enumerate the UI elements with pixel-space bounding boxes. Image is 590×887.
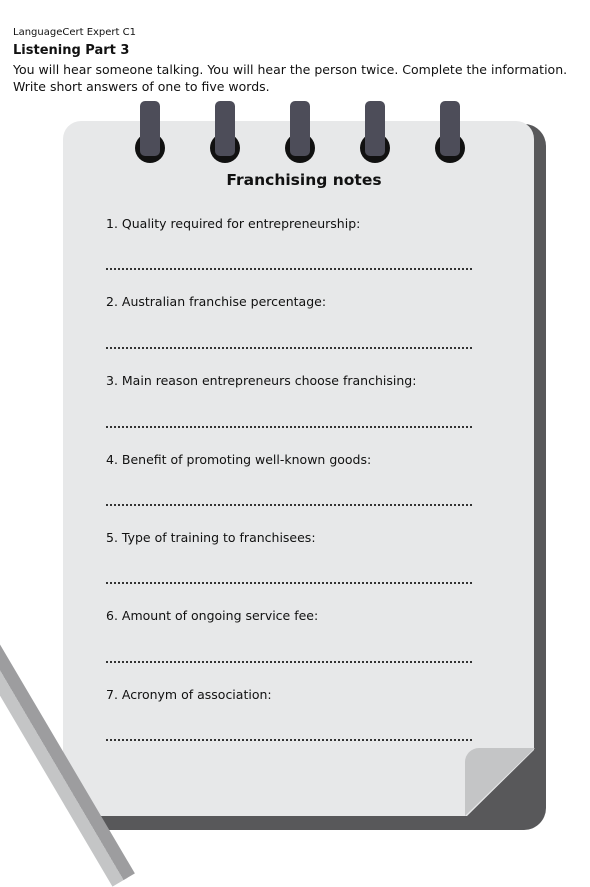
question-3: 3. Main reason entrepreneurs choose franchising: bbox=[106, 373, 417, 388]
answer-line-4[interactable] bbox=[106, 504, 472, 506]
answer-line-5[interactable] bbox=[106, 582, 472, 584]
binder-ring bbox=[358, 101, 392, 167]
binder-ring bbox=[133, 101, 167, 167]
question-1: 1. Quality required for entrepreneurship: bbox=[106, 216, 361, 231]
part-title: Listening Part 3 bbox=[13, 43, 130, 58]
question-4: 4. Benefit of promoting well-known goods: bbox=[106, 452, 372, 467]
notepad-title: Franchising notes bbox=[226, 171, 382, 189]
answer-line-6[interactable] bbox=[106, 661, 472, 663]
binder-ring bbox=[283, 101, 317, 167]
question-2: 2. Australian franchise percentage: bbox=[106, 294, 327, 309]
question-7: 7. Acronym of association: bbox=[106, 687, 272, 702]
binder-ring bbox=[208, 101, 242, 167]
answer-line-7[interactable] bbox=[106, 739, 472, 741]
question-6: 6. Amount of ongoing service fee: bbox=[106, 608, 319, 623]
question-5: 5. Type of training to franchisees: bbox=[106, 530, 316, 545]
answer-line-2[interactable] bbox=[106, 347, 472, 349]
answer-line-1[interactable] bbox=[106, 268, 472, 270]
answer-line-3[interactable] bbox=[106, 426, 472, 428]
exam-name: LanguageCert Expert C1 bbox=[13, 27, 136, 38]
instructions: You will hear someone talking. You will hear the person twice. Complete the information. Write short answers of one to five words. bbox=[13, 62, 568, 94]
binder-ring bbox=[433, 101, 467, 167]
header bbox=[13, 26, 583, 95]
